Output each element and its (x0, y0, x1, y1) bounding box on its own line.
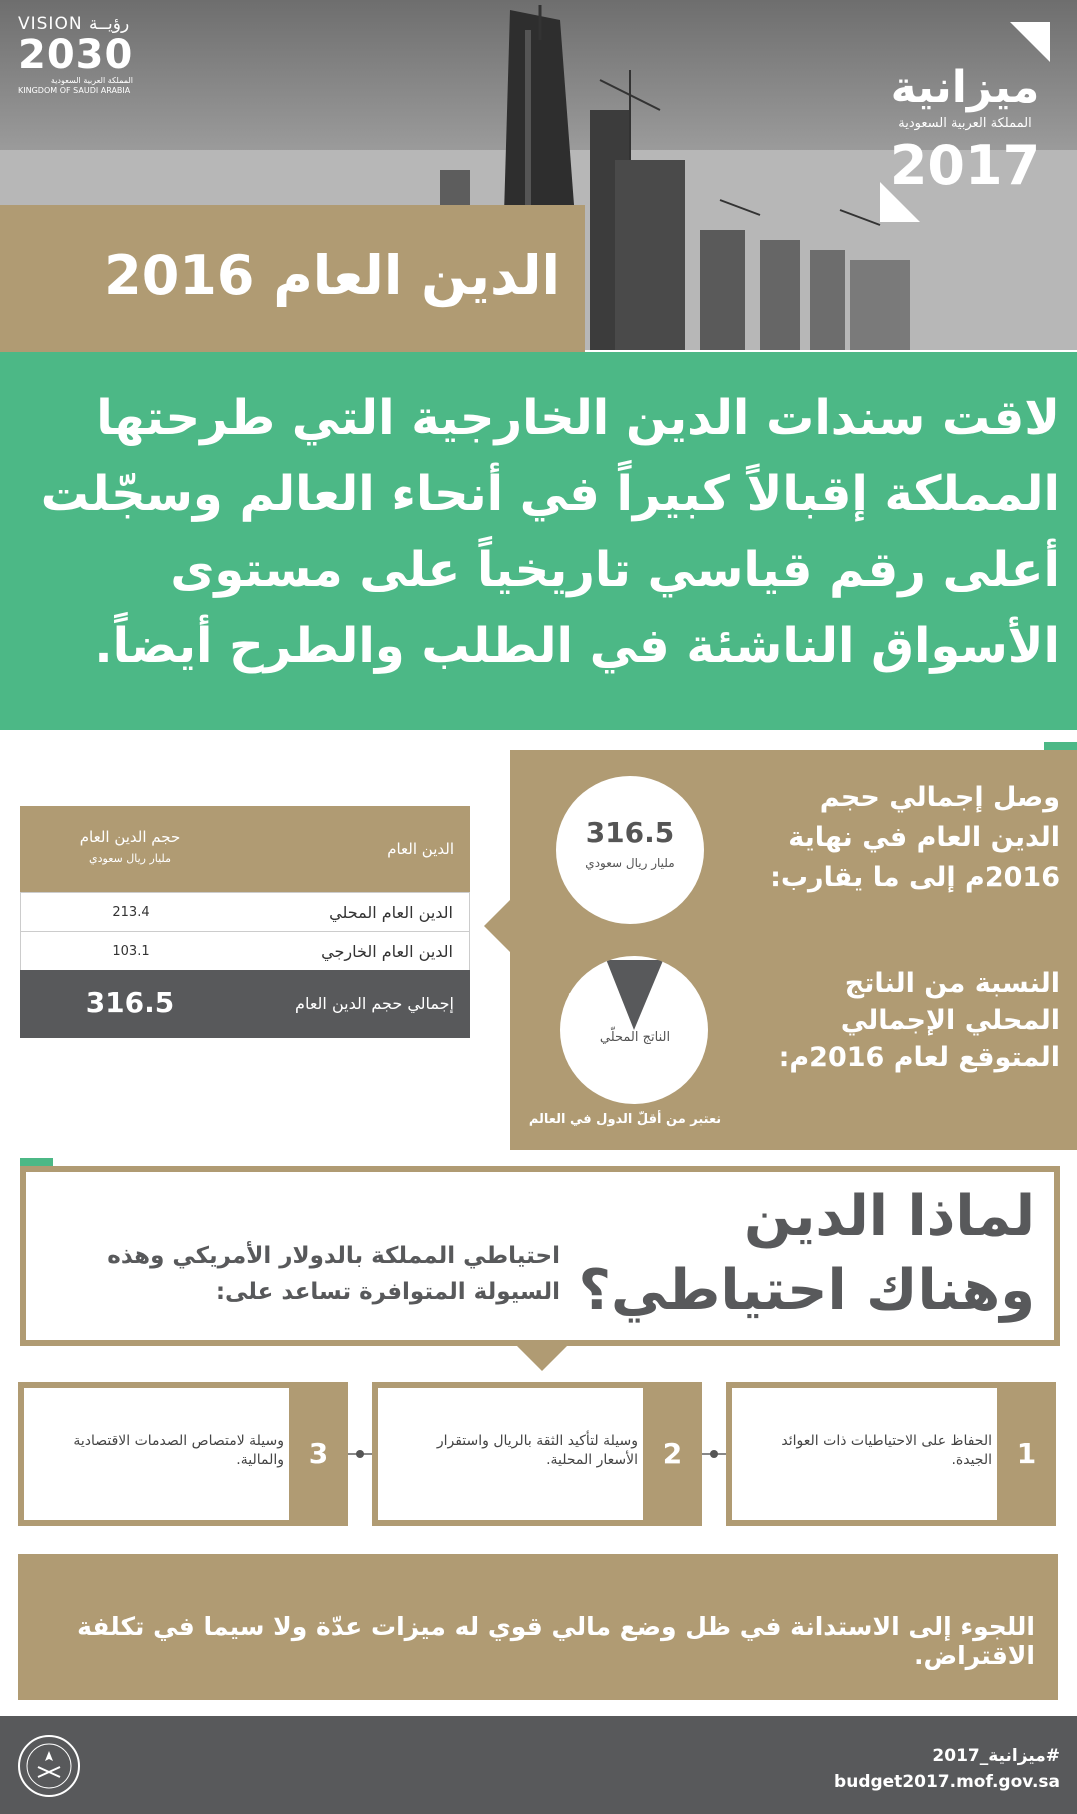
why-title-line1: لماذا الدين (743, 1184, 1035, 1249)
reason-card-3 (18, 1382, 348, 1526)
why-title (560, 1180, 1035, 1328)
gdp-pie-label: الناتج المحلّي (599, 1030, 671, 1045)
reason-card-1 (726, 1382, 1056, 1526)
vision-year: 2030 (18, 32, 134, 78)
connector-dot (710, 1450, 718, 1458)
why-subtitle: احتياطي المملكة بالدولار الأمريكي وهذه السيولة المتوافرة تساعد على: (107, 1243, 560, 1305)
reason-card-body (24, 1388, 289, 1520)
saudi-emblem-icon (18, 1735, 80, 1797)
reason-text: وسيلة لامتصاص الصدمات الاقتصادية والمالية. (73, 1433, 284, 1468)
total-debt-unit: مليار ريال سعودي (585, 856, 675, 870)
gdp-percent-label: 12.3% (567, 992, 613, 1007)
stats-accent-bar (1044, 742, 1077, 750)
table-header (20, 806, 470, 892)
vision-sub-latin: KINGDOM OF SAUDI ARABIA (18, 86, 131, 95)
gdp-pie-wedge (550, 960, 720, 1130)
page-title: الدين العام 2016 (104, 244, 560, 307)
stats-pointer-arrow (484, 900, 510, 952)
why-accent-bar (20, 1158, 53, 1166)
emblem-graphic (20, 1737, 78, 1795)
vision-arabic: رؤيــة (88, 14, 130, 34)
total-debt-circle (556, 776, 704, 924)
why-pointer-arrow (516, 1345, 568, 1371)
budget-word: ميزانية (890, 62, 1040, 113)
vision-latin: VISION (18, 14, 83, 34)
debt-table (20, 806, 470, 1038)
col-label-header: الدين العام (387, 840, 454, 858)
budget-2017-logo (860, 22, 1070, 222)
total-label: إجمالي حجم الدين العام (295, 994, 454, 1013)
gdp-ratio-text: النسبة من الناتج المحلي الإجمالي المتوقع لعام 2016م: (778, 968, 1060, 1073)
reason-card-body (732, 1388, 997, 1520)
row-value: 213.4 (112, 905, 150, 920)
reason-number: 1 (1016, 1437, 1037, 1470)
row-label: الدين العام المحلي (329, 903, 453, 922)
connector-dot (356, 1450, 364, 1458)
footer-url[interactable]: budget2017.mof.gov.sa (834, 1772, 1060, 1792)
footer-hashtag: #ميزانية_2017 (932, 1746, 1060, 1766)
vision-logo-top (18, 14, 133, 34)
reason-text: وسيلة لتأكيد الثقة بالريال واستقرار الأسعار المحلية. (436, 1433, 638, 1468)
table-row (20, 931, 470, 971)
gdp-caption: نعتبر من أقلّ الدول في العالم (528, 1112, 722, 1127)
row-label: الدين العام الخارجي (321, 942, 453, 961)
reason-card-2 (372, 1382, 702, 1526)
total-debt-text: وصل إجمالي حجم الدين العام في نهاية 2016م إلى ما يقارب: (770, 782, 1060, 893)
budget-sub: المملكة العربية السعودية (898, 116, 1032, 131)
reason-text: الحفاظ على الاحتياطيات ذات العوائد الجيدة. (781, 1433, 992, 1468)
why-title-line2: وهناك احتياطي؟ (578, 1258, 1035, 1323)
col-unit-header: مليار ريال سعودي (89, 852, 171, 865)
col-value-header: حجم الدين العام (79, 828, 181, 846)
reason-number: 3 (308, 1437, 329, 1470)
table-row (20, 892, 470, 932)
reason-card-body (378, 1388, 643, 1520)
table-total-row (20, 970, 470, 1038)
reason-number: 2 (662, 1437, 683, 1470)
budget-year: 2017 (889, 134, 1041, 197)
conclusion-text: اللجوء إلى الاستدانة في ظل وضع مالي قوي له ميزات عدّة ولا سيما في تكلفة الاقتراض. (77, 1612, 1035, 1670)
vision-sub-arabic: المملكة العربية السعودية (50, 76, 133, 85)
total-debt-value: 316.5 (585, 816, 675, 849)
vision-2030-logo (18, 14, 133, 96)
headline-text: لاقت سندات الدين الخارجية التي طرحتها المملكة إقبالاً كبيراً في أنحاء العالم وسجّلت أعلى رقم قياسي تاريخياً على مستوى الأسواق الناشئة في الطلب والطرح أيضاً. (40, 390, 1060, 674)
total-value: 316.5 (85, 986, 175, 1019)
row-value: 103.1 (112, 944, 150, 959)
